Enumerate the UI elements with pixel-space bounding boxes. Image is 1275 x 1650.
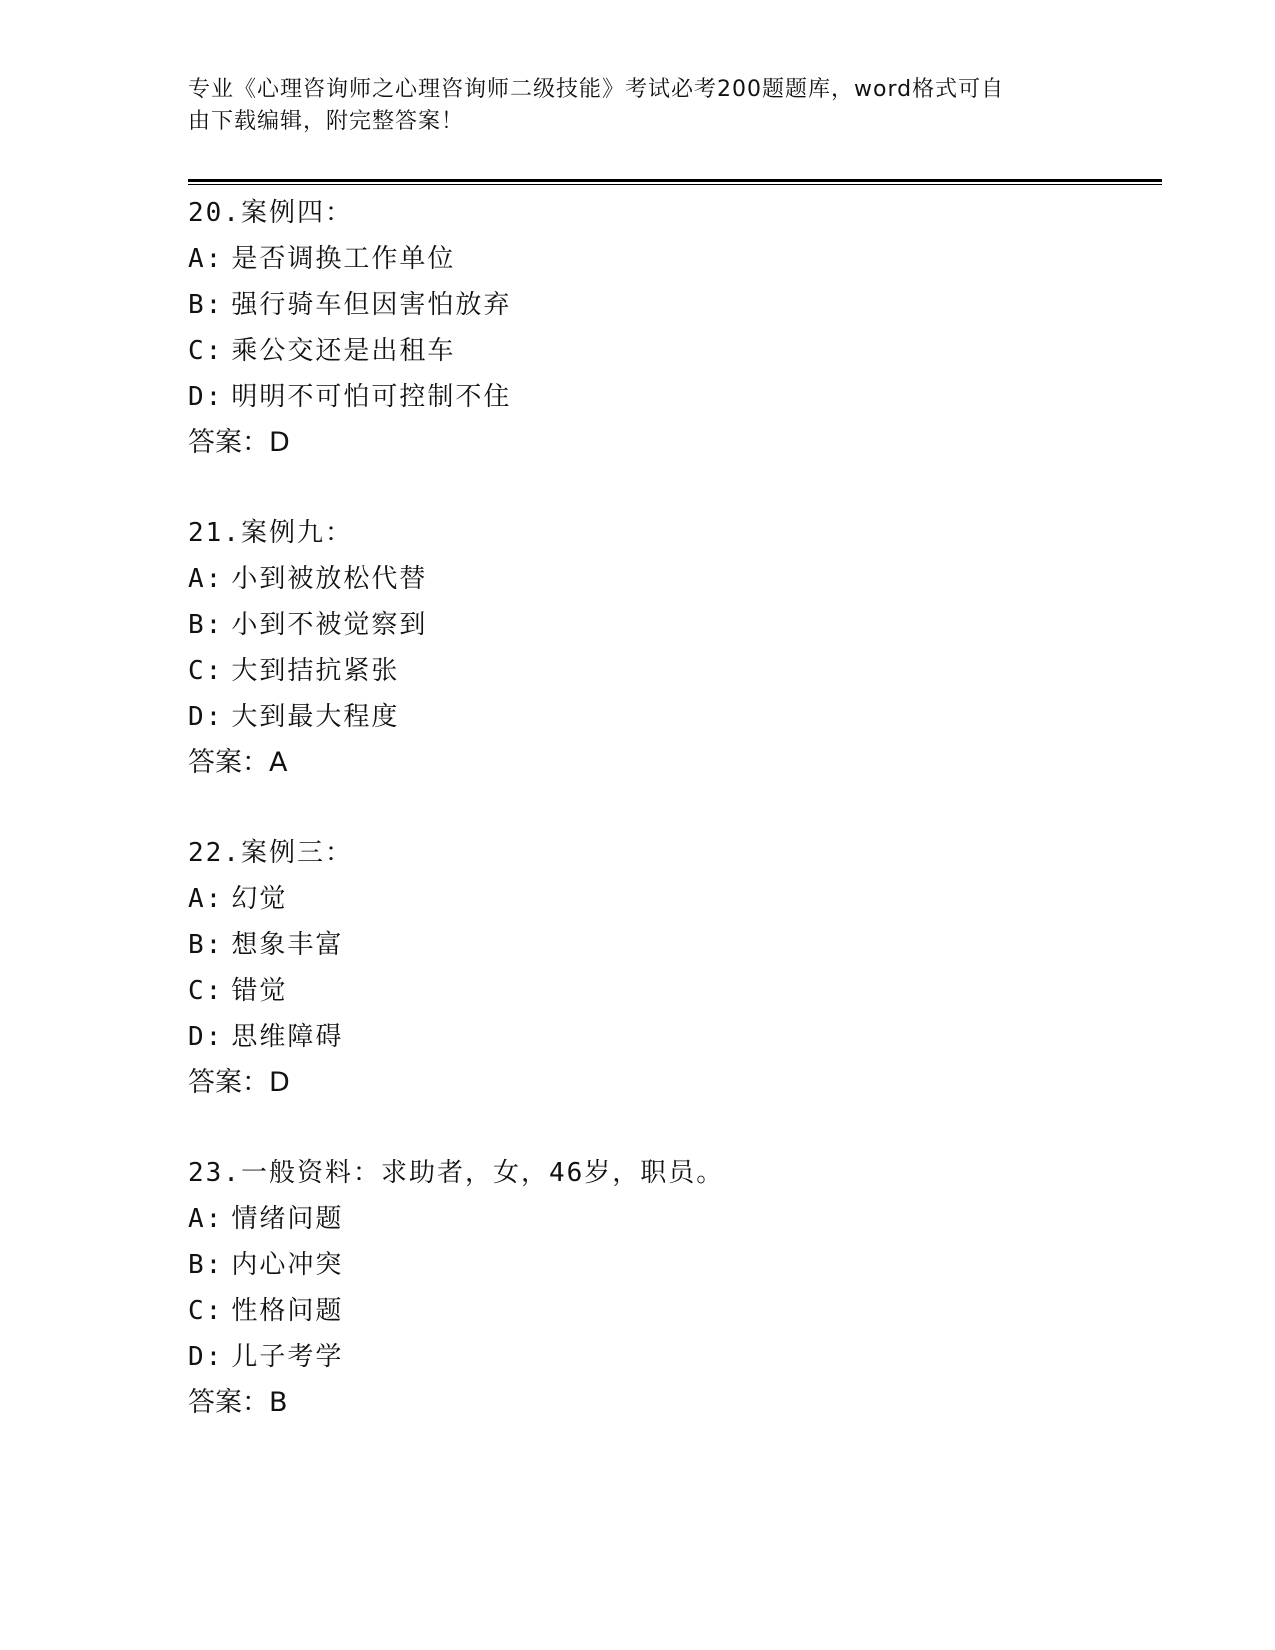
- option-text: 情绪问题: [231, 1204, 344, 1234]
- header-divider-thick: [188, 179, 1162, 182]
- option-label: C:: [188, 336, 224, 366]
- option-label: A:: [188, 884, 224, 914]
- option-label: C:: [188, 656, 224, 686]
- option-label: A:: [188, 1204, 224, 1234]
- question-stem: 22.案例三：: [188, 838, 353, 868]
- answer: 答案：A: [188, 747, 288, 778]
- document-header: [188, 74, 1088, 138]
- option-label: A:: [188, 564, 224, 594]
- option-d: [188, 694, 1162, 740]
- answer: 答案：D: [188, 1067, 290, 1098]
- option-text: 乘公交还是出租车: [231, 336, 456, 366]
- question-21: [188, 510, 1162, 786]
- option-label: D:: [188, 1022, 224, 1052]
- option-text: 小到不被觉察到: [231, 610, 428, 640]
- option-label: C:: [188, 976, 224, 1006]
- option-label: B:: [188, 290, 224, 320]
- header-line-2: 由下载编辑，附完整答案！: [188, 109, 465, 134]
- option-label: B:: [188, 1250, 224, 1280]
- option-c: [188, 328, 1162, 374]
- option-text: 思维障碍: [231, 1022, 344, 1052]
- option-d: [188, 374, 1162, 420]
- option-text: 大到拮抗紧张: [231, 656, 400, 686]
- question-stem: 20.案例四：: [188, 198, 353, 228]
- option-b: [188, 602, 1162, 648]
- question-list: [188, 190, 1162, 1470]
- option-text: 小到被放松代替: [231, 564, 428, 594]
- question-20: [188, 190, 1162, 466]
- option-text: 想象丰富: [231, 930, 344, 960]
- option-label: D:: [188, 702, 224, 732]
- option-b: [188, 282, 1162, 328]
- option-label: C:: [188, 1296, 224, 1326]
- option-text: 性格问题: [231, 1296, 344, 1326]
- option-text: 内心冲突: [231, 1250, 344, 1280]
- option-d: [188, 1014, 1162, 1060]
- option-b: [188, 922, 1162, 968]
- option-c: [188, 1288, 1162, 1334]
- answer: 答案：B: [188, 1387, 288, 1418]
- header-line-1: 专业《心理咨询师之心理咨询师二级技能》考试必考200题题库，word格式可自: [188, 77, 1005, 102]
- question-22: [188, 830, 1162, 1106]
- option-text: 幻觉: [231, 884, 288, 914]
- option-label: B:: [188, 610, 224, 640]
- option-text: 大到最大程度: [231, 702, 400, 732]
- option-a: [188, 556, 1162, 602]
- option-d: [188, 1334, 1162, 1380]
- option-a: [188, 236, 1162, 282]
- option-label: B:: [188, 930, 224, 960]
- option-label: A:: [188, 244, 224, 274]
- question-stem: 23.一般资料：求助者，女，46岁，职员。: [188, 1158, 725, 1188]
- option-text: 儿子考学: [231, 1342, 344, 1372]
- question-stem: 21.案例九：: [188, 518, 353, 548]
- option-text: 错觉: [231, 976, 288, 1006]
- option-c: [188, 648, 1162, 694]
- option-text: 强行骑车但因害怕放弃: [231, 290, 512, 320]
- option-label: D:: [188, 382, 224, 412]
- option-label: D:: [188, 1342, 224, 1372]
- header-divider-thin: [188, 184, 1162, 185]
- option-a: [188, 1196, 1162, 1242]
- question-23: [188, 1150, 1162, 1426]
- option-c: [188, 968, 1162, 1014]
- option-text: 是否调换工作单位: [231, 244, 456, 274]
- option-b: [188, 1242, 1162, 1288]
- option-text: 明明不可怕可控制不住: [231, 382, 512, 412]
- option-a: [188, 876, 1162, 922]
- answer: 答案：D: [188, 427, 290, 458]
